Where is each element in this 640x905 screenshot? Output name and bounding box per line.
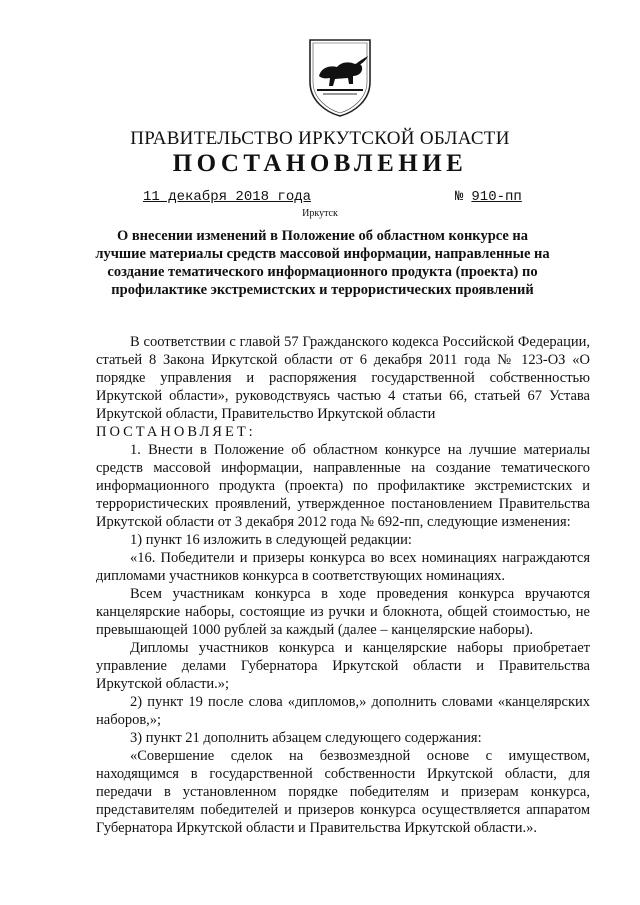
- government-name: ПРАВИТЕЛЬСТВО ИРКУТСКОЙ ОБЛАСТИ: [130, 128, 510, 149]
- item-1-1-paragraph: 1) пункт 16 изложить в следующей редакции:: [130, 532, 412, 548]
- preamble-paragraph: В соответствии с главой 57 Гражданского кодекса Российской Федерации, статьей 8 Закона Иркутской области от 6 декабря 2011 года № 123-ОЗ «О порядке управления и распоряжения государственной собственностью Иркутской области», руководствуясь частью 4 статьи 66, статьей 67 Устава Иркутской области, Правительство Иркутской области: [96, 334, 590, 422]
- quote-21-paragraph: «Совершение сделок на безвозмездной основе с имуществом, находящимся в государственной собственности Иркутской области, для передачи в установленном порядке победителям и призерам конкурса, представителям победителей и призеров конкурса осуществляется аппаратом Губернатора Иркутской области и Правительства Иркутской области.».: [96, 748, 590, 836]
- item-1-3-paragraph: 3) пункт 21 дополнить абзацем следующего содержания:: [130, 730, 482, 746]
- quote-16-a-paragraph: «16. Победители и призеры конкурса во всех номинациях награждаются дипломами участников конкурса в соответствующих номинациях.: [96, 550, 590, 584]
- city: Иркутск: [302, 208, 338, 219]
- quote-16-b-paragraph: Всем участникам конкурса в ходе проведения конкурса вручаются канцелярские наборы, состоящие из ручки и блокнота, общей стоимостью, не превышающей 1000 рублей за каждый (далее – канцелярские наборы).: [96, 586, 590, 638]
- item-1-2-paragraph: 2) пункт 19 после слова «дипломов,» дополнить словами «канцелярских наборов,»;: [96, 694, 590, 728]
- resolves-heading: ПОСТАНОВЛЯЕТ:: [96, 424, 256, 440]
- document-type: ПОСТАНОВЛЕНИЕ: [172, 150, 468, 177]
- item-1-paragraph: 1. Внести в Положение об областном конкурсе на лучшие материалы средств массовой информации, направленные на создание тематического информационного продукта (проекта) по профилактике экстремистских и террористических проявлений, утвержденное постановлением Правительства Иркутской области от 3 декабря 2012 года № 692-пп, следующие изменения:: [96, 442, 590, 530]
- coat-of-arms-emblem: [305, 32, 375, 118]
- quote-16-c-paragraph: Дипломы участников конкурса и канцелярские наборы приобретает управление делами Губернатора Иркутской области и Правительства Иркутской области.»;: [96, 640, 590, 692]
- document-body: [96, 333, 590, 837]
- date-value: 11 декабря 2018 года: [143, 189, 312, 205]
- number-value: 910-пп: [471, 189, 522, 205]
- document-number: [455, 189, 530, 205]
- number-label: №: [455, 189, 464, 205]
- document-date: [143, 189, 311, 205]
- document-title: О внесении изменений в Положение об областном конкурсе на лучшие материалы средств массовой информации, направленные на создание тематического информационного продукта (проекта) по профилактике экстремистских и террористических проявлений: [95, 228, 550, 298]
